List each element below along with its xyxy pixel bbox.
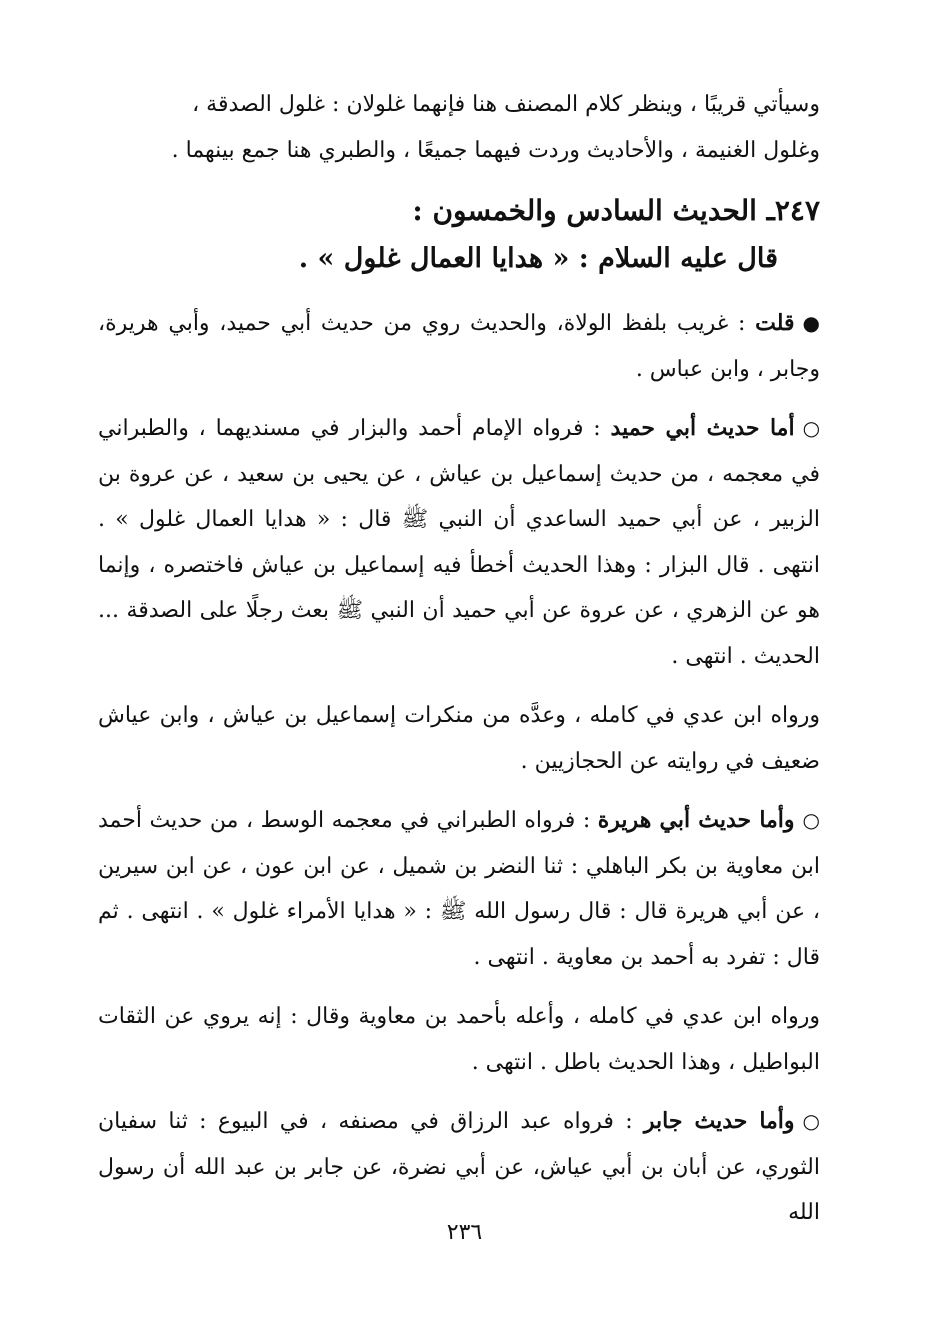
- circle-marker: ○: [802, 416, 821, 440]
- ibn-adi-paragraph-1: [98, 693, 820, 784]
- jabir-text: : فرواه عبد الرزاق في مصنفه ، في البيوع : ثنا سفيان الثوري، عن أبان بن أبي عياش، عن أبي نضرة، عن جابر بن عبد الله أن رسول الله: [98, 1109, 820, 1225]
- abu-huraira-text: : فرواه الطبراني في معجمه الوسط ، من حديث أحمد ابن معاوية بن بكر الباهلي : ثنا النضر بن شميل ، عن ابن عون ، عن ابن سيرين ، عن أبي هريرة قال : قال رسول الله ﷺ : « هدايا الأمراء غلول » . انتهى . ثم قال : تفرد به أحمد بن معاوية . انتهى .: [98, 808, 820, 970]
- qult-lead: قلت: [755, 310, 795, 336]
- page-body: [98, 82, 820, 1236]
- jabir-paragraph: [98, 1099, 820, 1236]
- hadith-quote: قال عليه السلام : « هدايا العمال غلول » .: [298, 243, 778, 274]
- ibn-adi-text-2: ورواه ابن عدي في كامله ، وأعله بأحمد بن معاوية وقال : إنه يروي عن الثقات البواطيل ، وهذا الحديث باطل . انتهى .: [98, 1004, 820, 1075]
- intro-line-1: وسيأتي قريبًا ، وينظر كلام المصنف هنا فإنهما غلولان : غلول الصدقة ،: [192, 92, 820, 117]
- jabir-lead: وأما حديث جابر: [643, 1108, 795, 1134]
- circle-marker: ○: [802, 1109, 820, 1133]
- circle-marker: ○: [802, 808, 820, 832]
- hadith-heading: ٢٤٧ـ الحديث السادس والخمسون :: [412, 194, 820, 227]
- abu-humaid-lead: أما حديث أبي حميد: [610, 415, 795, 441]
- ibn-adi-paragraph-2: [98, 994, 820, 1085]
- abu-huraira-paragraph: [98, 798, 820, 980]
- abu-humaid-text: : فرواه الإمام أحمد والبزار في مسنديهما ، والطبراني في معجمه ، من حديث إسماعيل بن عياش ، عن يحيى بن سعيد ، عن عروة بن الزبير ، عن أبي حميد الساعدي أن النبي ﷺ قال : « هدايا العمال غلول » . انتهى . قال البزار : وهذا الحديث أخطأ فيه إسماعيل بن عياش فاختصره ، وإنما هو عن الزهري ، عن عروة عن أبي حميد أن النبي ﷺ بعث رجلًا على الصدقة ... الحديث . انتهى .: [98, 416, 820, 669]
- ibn-adi-text-1: ورواه ابن عدي في كامله ، وعدَّه من منكرات إسماعيل بن عياش ، وابن عياش ضعيف في روايته عن الحجازيين .: [98, 703, 820, 774]
- abu-humaid-paragraph: [98, 406, 820, 679]
- abu-huraira-lead: وأما حديث أبي هريرة: [597, 807, 795, 833]
- qult-text: : غريب بلفظ الولاة، والحديث روي من حديث أبي حميد، وأبي هريرة، وجابر ، وابن عباس .: [98, 311, 820, 382]
- bullet-marker: ●: [802, 311, 820, 335]
- intro-paragraph: [98, 82, 820, 173]
- page-number: ٢٣٦: [446, 1220, 483, 1245]
- qult-paragraph: [98, 301, 820, 392]
- intro-line-2: وغلول الغنيمة ، والأحاديث وردت فيهما جميعًا ، والطبري هنا جمع بينهما .: [171, 137, 820, 163]
